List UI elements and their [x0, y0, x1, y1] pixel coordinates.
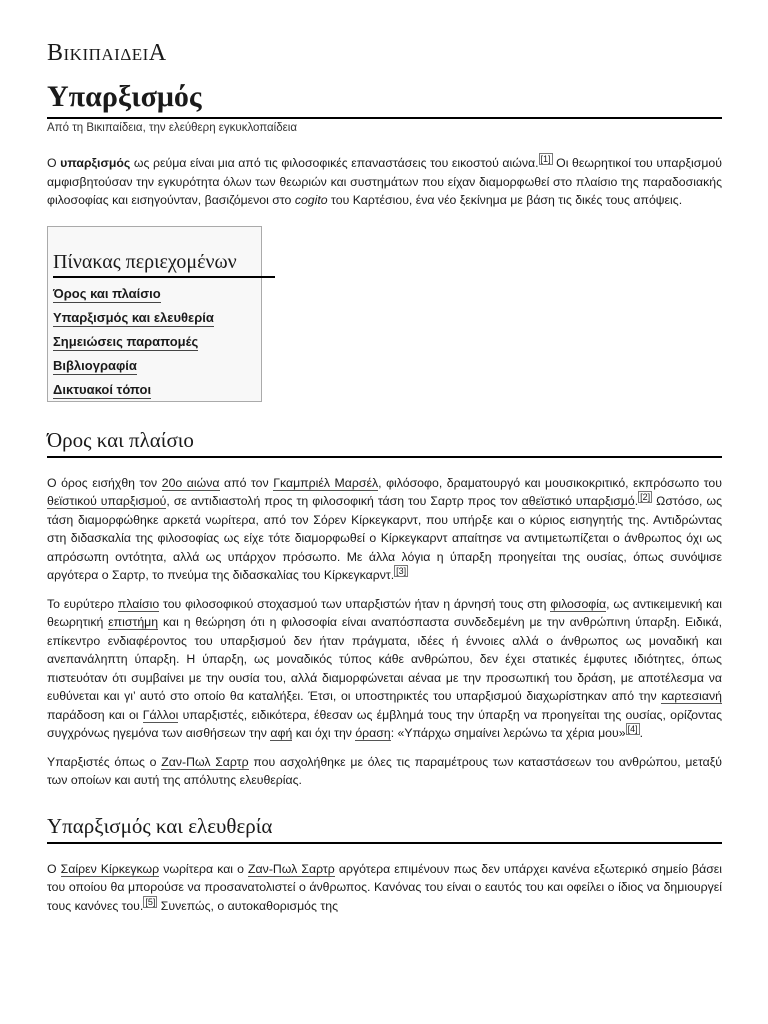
link-sartre[interactable]: Ζαν-Πωλ Σαρτρ — [161, 754, 249, 769]
section1-paragraph-3: Υπαρξιστές όπως ο Ζαν-Πωλ Σαρτρ που ασχολήθηκε με όλες τις παραμέτρους των καταστάσεων του ανθρώπου, μεταξύ των οποίων και αυτή της απόλυτης ελευθερίας. — [47, 754, 722, 787]
site-logo[interactable]: ΒικιπαιδειΑ — [47, 40, 167, 66]
table-of-contents — [47, 226, 262, 402]
section1-paragraph-2: Το ευρύτερο πλαίσιο του φιλοσοφικού στοχασμού των υπαρξιστών ήταν η άρνησή τους στη φιλοσοφία, ως αντικειμενική και θεωρητική επιστήμη και η θεώρηση ότι η φιλοσοφία είναι αναπόσπαστα συνδεδεμένη με την ανθρώπινη ύπαρξη. Ειδικά, επίκεντρο ενδιαφέροντος του υπαρξισμού δεν ήταν πράγματα, ιδέες ή έννοιες αλλά ο άνθρωπος ως μοναδική και ανεπανάληπτη ύπαρξη. Η ύπαρξη, ως μοναδικός τύπος κάθε ανθρώπου, δεν έχει στατικές έμφυτες ιδιότητες, όπως πιστευόταν ότι συμβαίνει με την ουσία του, αλλά διαμορφώνεται αέναα με την προσωπική του δράση, με αποτέλεσμα να ευθύνεται και γι’ αυτό στο οποίο θα καταλήξει. Έτσι, οι υποστηρικτές του υπαρξισμού διαχωρίστηκαν από την καρτεσιανή παράδοση και οι Γάλλοι υπαρξιστές, ειδικότερα, έθεσαν ως έμβλημά τους την ύπαρξη να προηγείται της ουσίας, ορίζοντας συγχρόνως ηγεμόνα των αισθήσεων την αφή και όχι την όραση: «Υπάρχω σημαίνει λερώνω τα χέρια μου» [4] . — [47, 596, 723, 740]
section-heading-freedom: Υπαρξισμός και ελευθερία — [47, 812, 722, 844]
reference-2[interactable]: [2] — [640, 492, 651, 502]
link-atheistic-existentialism[interactable]: αθεϊστικό υπαρξισμό — [521, 494, 635, 508]
bold-term: υπαρξισμός — [60, 156, 131, 170]
reference-4[interactable]: [4] — [627, 724, 638, 734]
section2-paragraph-1: Ο Σαίρεν Κίρκεγκωρ νωρίτερα και ο Ζαν-Πωλ Σαρτρ αργότερα επιμένουν πως δεν υπάρχει κανένα εξωτερικό σημείο βάσει του οποίου θα μπορούσε να προσανατολιστεί ο άνθρωπος. Κανόνας του είναι ο εαυτός του και οφείλει ο ίδιος να δημιουργεί τους κανόνες του. [5] Συνεπώς, ο αυτοκαθορισμός της — [47, 861, 722, 913]
section-heading-terms: Όρος και πλαίσιο — [47, 426, 722, 458]
link-sartre-2[interactable]: Ζαν-Πωλ Σαρτρ — [248, 861, 335, 876]
reference-5[interactable]: [5] — [145, 896, 156, 907]
link-context[interactable]: πλαίσιο — [117, 596, 160, 611]
link-science[interactable]: επιστήμη — [108, 615, 159, 629]
italic-term: cogito — [294, 193, 328, 207]
link-vision[interactable]: όραση — [355, 726, 391, 740]
link-touch[interactable]: αφή — [270, 726, 293, 740]
article-page — [47, 0, 722, 915]
toc-item-freedom[interactable]: Υπαρξισμός και ελευθερία — [53, 309, 214, 325]
toc-item-bibliography[interactable]: Βιβλιογραφία — [53, 357, 137, 373]
link-gabriel-marcel[interactable]: Γκαμπριέλ Μαρσέλ — [273, 475, 379, 490]
toc-item-terms[interactable]: Όρος και πλαίσιο — [53, 285, 161, 301]
text: Ο — [47, 156, 61, 170]
intro-paragraph — [47, 154, 722, 210]
link-20th-century[interactable]: 20ο αιώνα — [161, 475, 220, 490]
toc-list — [53, 282, 256, 402]
link-kierkegaard[interactable]: Σαίρεν Κίρκεγκωρ — [60, 861, 160, 876]
text: Οι θεωρητικοί του υπαρξισμού αμφισβητούσαν την εγκυρότητα όλων των θεωριών και συστημάτων που είχαν διαμορφωθεί στο πλαίσιο της παραδοσιακής φιλοσοφίας και εισηγούνταν, βασιζόμενοι στο — [47, 156, 722, 207]
link-french[interactable]: Γάλλοι — [142, 707, 179, 722]
page-title: Υπαρξισμός — [47, 78, 722, 119]
toc-item-websites[interactable]: Δικτυακοί τόποι — [53, 381, 152, 397]
section1-paragraph-1: Ο όρος εισήχθη τον 20ο αιώνα από τον Γκαμπριέλ Μαρσέλ, φιλόσοφο, δραματουργό και μουσικοκριτικό, εκπρόσωπο του θεϊστικού υπαρξισμού, σε αντιδιαστολή προς τη φιλοσοφική τάση του Σαρτρ προς τον αθεϊστικό υπαρξισμό. [2] Ωστόσο, ως τάση διαμορφώθηκε αρκετά νωρίτερα, από τον Σόρεν Κίρκεγκαρντ, που υπήρξε και ο κύριος εισηγητής της. Αντιδρώντας στη διδασκαλία της φιλοσοφίας ως είχε τότε διαμορφωθεί ο Κίρκεγκαρντ απαίτησε να αντιμετωπίζεται ο άνθρωπος όχι ως απρόσωπη οντότητα, αλλά ως υπάρχον πρόσωπο. Με άλλα λόγια η ύπαρξη προηγείται της ουσίας, όπως συνόψισε αργότερα ο Σαρτρ, το πνεύμα της διδασκαλίας του Κίρκεγκαρντ. [3] — [47, 475, 723, 582]
text: ως ρεύμα είναι μια από τις φιλοσοφικές επαναστάσεις του εικοστού αιώνα. — [130, 156, 539, 170]
reference-3[interactable]: [3] — [396, 566, 407, 576]
link-philosophy[interactable]: φιλοσοφία — [550, 596, 607, 611]
toc-item-notes[interactable]: Σημειώσεις παραπομές — [53, 333, 199, 349]
toc-title: Πίνακας περιεχομένων — [53, 251, 275, 278]
tagline: Από τη Βικιπαίδεια, την ελεύθερη εγκυκλοπαίδεια — [47, 122, 297, 134]
reference-1[interactable]: [1] — [540, 154, 551, 164]
text: του Καρτέσιου, ένα νέο ξεκίνημα με βάση τις δικές τους απόψεις. — [327, 193, 683, 207]
link-cartesian[interactable]: καρτεσιανή — [661, 689, 722, 703]
link-theistic-existentialism[interactable]: θεϊστικού υπαρξισμού — [47, 494, 167, 508]
